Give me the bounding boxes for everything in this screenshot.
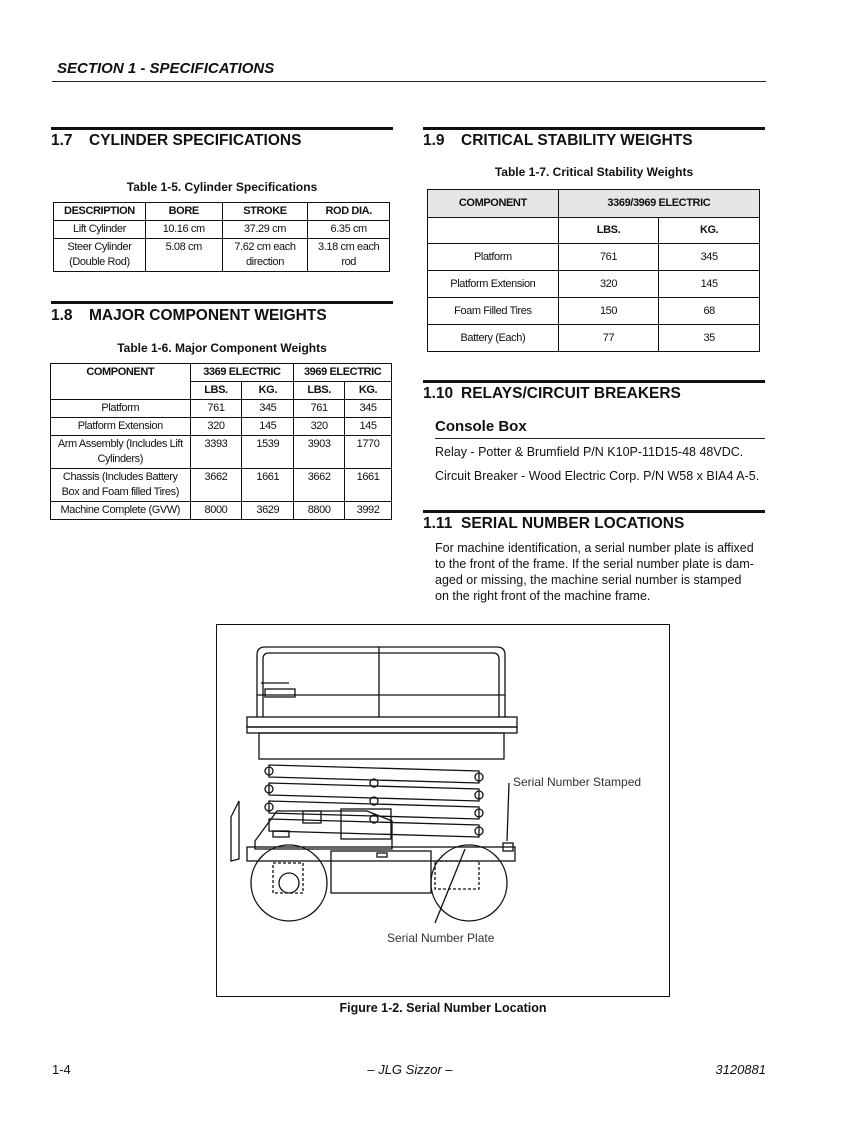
subheading-rule xyxy=(435,438,765,439)
cell: Lift Cylinder xyxy=(54,221,146,239)
col-header: DESCRIPTION xyxy=(54,203,146,221)
relay-text: Relay - Potter & Brumfield P/N K10P-11D15-48 48VDC. xyxy=(435,445,744,459)
cell: 3992 xyxy=(345,502,392,520)
table-row xyxy=(428,244,760,271)
cell: 3662 xyxy=(190,469,242,502)
table-row xyxy=(51,502,392,520)
rule-1-9 xyxy=(423,127,765,130)
heading-text: RELAYS/CIRCUIT BREAKERS xyxy=(461,385,681,402)
unit-header: KG. xyxy=(345,382,392,400)
table-row xyxy=(51,400,392,418)
table-row xyxy=(51,418,392,436)
table-row xyxy=(51,469,392,502)
cell: 761 xyxy=(294,400,345,418)
col-header: COMPONENT xyxy=(428,190,559,218)
rule-1-10 xyxy=(423,380,765,383)
console-box-subheading: Console Box xyxy=(435,418,527,435)
heading-number: 1.10 xyxy=(423,385,454,402)
rule-1-8 xyxy=(51,301,393,304)
cell: Platform Extension xyxy=(428,271,559,298)
footer-title: – JLG Sizzor – xyxy=(367,1062,453,1077)
cell: Platform xyxy=(51,400,191,418)
table-1-6-caption: Table 1-6. Major Component Weights xyxy=(117,341,327,355)
table-1-5-caption: Table 1-5. Cylinder Specifications xyxy=(126,180,318,194)
table-row xyxy=(54,221,390,239)
cell: 320 xyxy=(558,271,659,298)
col-header: BORE xyxy=(145,203,222,221)
cell: Machine Complete (GVW) xyxy=(51,502,191,520)
cell: Battery (Each) xyxy=(428,325,559,352)
heading-text: MAJOR COMPONENT WEIGHTS xyxy=(89,307,327,324)
heading-number: 1.11 xyxy=(423,515,453,532)
col-header: 3969 ELECTRIC xyxy=(294,364,392,382)
heading-text: SERIAL NUMBER LOCATIONS xyxy=(461,515,685,532)
cylinder-spec-table xyxy=(53,202,390,272)
heading-number: 1.7 xyxy=(51,132,73,149)
heading-1-7 xyxy=(51,132,301,150)
rule-1-11 xyxy=(423,510,765,513)
circuit-breaker-text: Circuit Breaker - Wood Electric Corp. P/N W58 x BIA4 A-5. xyxy=(435,469,760,483)
cell: 345 xyxy=(242,400,294,418)
cell: 68 xyxy=(659,298,760,325)
cell: 761 xyxy=(190,400,242,418)
component-weights-table xyxy=(50,363,392,520)
col-header: COMPONENT xyxy=(51,364,191,400)
heading-1-11 xyxy=(423,515,684,533)
cell: 1770 xyxy=(345,436,392,469)
document-number: 3120881 xyxy=(715,1062,766,1077)
unit-header: KG. xyxy=(659,218,760,244)
col-header: ROD DIA. xyxy=(308,203,390,221)
cell: Steer Cylinder (Double Rod) xyxy=(54,239,146,272)
label-serial-plate: Serial Number Plate xyxy=(387,931,495,945)
unit-spacer xyxy=(428,218,559,244)
heading-text: CYLINDER SPECIFICATIONS xyxy=(89,132,302,149)
label-serial-stamped: Serial Number Stamped xyxy=(513,775,642,789)
cell: 3662 xyxy=(294,469,345,502)
cell: 3393 xyxy=(190,436,242,469)
col-header: 3369 ELECTRIC xyxy=(190,364,294,382)
cell: 5.08 cm xyxy=(145,239,222,272)
heading-number: 1.8 xyxy=(51,307,73,324)
paragraph-line: For machine identification, a serial number plate is affixed xyxy=(435,541,754,555)
paragraph-line: aged or missing, the machine serial number is stamped xyxy=(435,573,742,587)
cell: 150 xyxy=(558,298,659,325)
col-header: 3369/3969 ELECTRIC xyxy=(558,190,759,218)
unit-header: LBS. xyxy=(190,382,242,400)
table-row xyxy=(428,298,760,325)
cell: 320 xyxy=(294,418,345,436)
cell: Arm Assembly (Includes Lift Cylinders) xyxy=(51,436,191,469)
cell: Chassis (Includes Battery Box and Foam filled Tires) xyxy=(51,469,191,502)
heading-text: CRITICAL STABILITY WEIGHTS xyxy=(461,132,693,149)
stability-weights-table xyxy=(427,189,760,352)
cell: 6.35 cm xyxy=(308,221,390,239)
header-rule xyxy=(52,81,766,82)
table-header-row xyxy=(54,203,390,221)
table-row xyxy=(51,436,392,469)
cell: 3629 xyxy=(242,502,294,520)
table-header-row xyxy=(428,218,760,244)
table-1-7-caption: Table 1-7. Critical Stability Weights xyxy=(494,165,694,179)
section-header: SECTION 1 - SPECIFICATIONS xyxy=(57,60,275,77)
page-number: 1-4 xyxy=(52,1062,71,1077)
cell: 77 xyxy=(558,325,659,352)
unit-header: KG. xyxy=(242,382,294,400)
rule-1-7 xyxy=(51,127,393,130)
paragraph-line: on the right front of the machine frame. xyxy=(435,589,651,603)
figure-caption: Figure 1-2. Serial Number Location xyxy=(339,1001,547,1015)
cell: 345 xyxy=(345,400,392,418)
cell: Platform Extension xyxy=(51,418,191,436)
table-row xyxy=(54,239,390,272)
cell: 761 xyxy=(558,244,659,271)
heading-1-10 xyxy=(423,385,681,403)
cell: 8000 xyxy=(190,502,242,520)
table-row xyxy=(428,271,760,298)
cell: 145 xyxy=(659,271,760,298)
cell: 7.62 cm each direction xyxy=(222,239,308,272)
table-row xyxy=(428,325,760,352)
cell: 3903 xyxy=(294,436,345,469)
cell: 1661 xyxy=(242,469,294,502)
cell: 8800 xyxy=(294,502,345,520)
cell: 320 xyxy=(190,418,242,436)
unit-header: LBS. xyxy=(294,382,345,400)
col-header: STROKE xyxy=(222,203,308,221)
cell: 35 xyxy=(659,325,760,352)
unit-header: LBS. xyxy=(558,218,659,244)
cell: Foam Filled Tires xyxy=(428,298,559,325)
figure-frame xyxy=(216,624,670,997)
heading-1-9 xyxy=(423,132,693,150)
serial-number-paragraph xyxy=(435,540,765,604)
paragraph-line: to the front of the frame. If the serial number plate is dam- xyxy=(435,557,754,571)
cell: 145 xyxy=(345,418,392,436)
table-header-row xyxy=(51,364,392,382)
cell: 37.29 cm xyxy=(222,221,308,239)
cell: 1539 xyxy=(242,436,294,469)
cell: 345 xyxy=(659,244,760,271)
cell: 1661 xyxy=(345,469,392,502)
cell: Platform xyxy=(428,244,559,271)
cell: 3.18 cm each rod xyxy=(308,239,390,272)
heading-number: 1.9 xyxy=(423,132,445,149)
cell: 10.16 cm xyxy=(145,221,222,239)
heading-1-8 xyxy=(51,307,327,325)
table-header-row xyxy=(428,190,760,218)
cell: 145 xyxy=(242,418,294,436)
